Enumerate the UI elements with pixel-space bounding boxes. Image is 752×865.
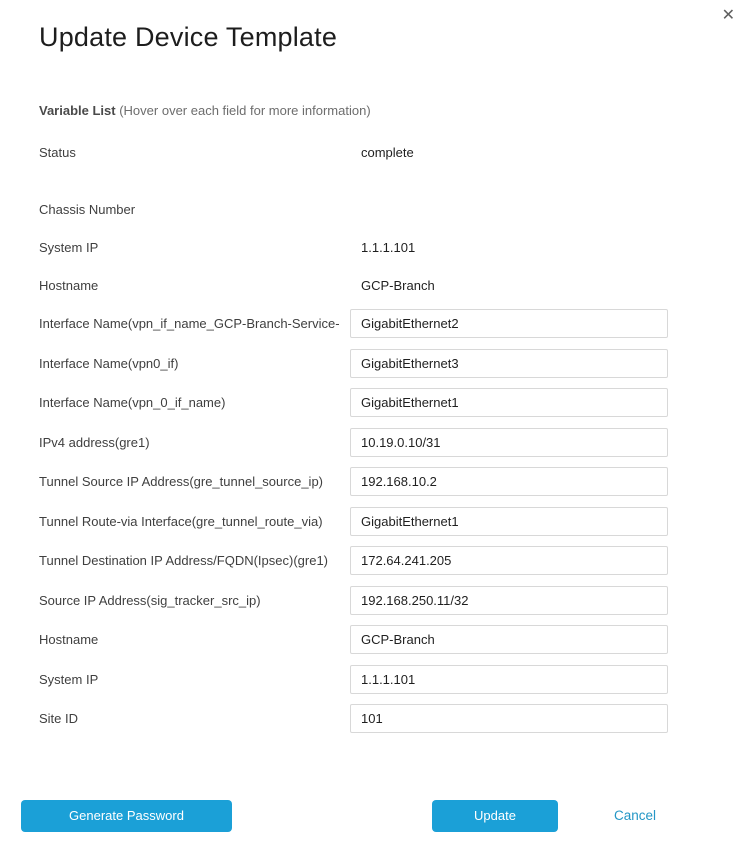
field-label: Hostname	[39, 632, 99, 648]
field-label: Tunnel Route-via Interface(gre_tunnel_route_via)	[39, 513, 323, 529]
input-tunnel-route-via-interface[interactable]	[350, 507, 668, 536]
cancel-link[interactable]: Cancel	[614, 808, 657, 823]
field-row-interface-name-service-vpn	[39, 304, 668, 344]
field-label: Tunnel Source IP Address(gre_tunnel_source_ip)	[39, 474, 324, 490]
input-tunnel-destination-ip[interactable]	[350, 546, 668, 575]
field-label: Status	[39, 144, 76, 160]
static-row-hostname	[39, 266, 668, 304]
input-source-ip-address[interactable]	[350, 586, 668, 615]
field-label: Interface Name(vpn_0_if_name)	[39, 395, 226, 411]
input-tunnel-source-ip[interactable]	[350, 467, 668, 496]
field-label: IPv4 address(gre1)	[39, 434, 150, 450]
field-value: 1.1.1.101	[361, 239, 416, 255]
field-row-interface-name-vpn-0-if-name	[39, 383, 668, 423]
variable-list-heading	[39, 103, 668, 119]
static-row-status	[39, 133, 668, 171]
dialog-footer	[0, 800, 752, 832]
variable-list-hint: (Hover over each field for more information)	[119, 103, 371, 118]
field-row-interface-name-vpn0-if	[39, 344, 668, 384]
variable-list	[39, 133, 668, 739]
input-system-ip[interactable]	[350, 665, 668, 694]
field-label: Interface Name(vpn_if_name_GCP-Branch-Service-	[39, 316, 340, 332]
field-label: Source IP Address(sig_tracker_src_ip)	[39, 592, 261, 608]
row-spacer	[39, 171, 668, 190]
field-row-tunnel-route-via-interface	[39, 502, 668, 542]
field-row-source-ip-address	[39, 581, 668, 621]
dialog-title: Update Device Template	[39, 22, 338, 52]
field-label: System IP	[39, 239, 99, 255]
field-row-ipv4-address-gre1	[39, 423, 668, 463]
field-row-system-ip	[39, 660, 668, 700]
input-site-id[interactable]	[350, 704, 668, 733]
input-interface-name-vpn-0-if-name[interactable]	[350, 388, 668, 417]
field-label: Tunnel Destination IP Address/FQDN(Ipsec)(gre1)	[39, 553, 329, 569]
field-row-tunnel-destination-ip	[39, 541, 668, 581]
field-label: Site ID	[39, 711, 79, 727]
field-label: Hostname	[39, 277, 99, 293]
field-row-tunnel-source-ip	[39, 462, 668, 502]
field-row-site-id	[39, 699, 668, 739]
input-interface-name-service-vpn[interactable]	[350, 309, 668, 338]
input-ipv4-address-gre1[interactable]	[350, 428, 668, 457]
generate-password-button[interactable]: Generate Password	[21, 800, 232, 832]
field-row-hostname	[39, 620, 668, 660]
field-label: Interface Name(vpn0_if)	[39, 355, 179, 371]
static-row-system-ip	[39, 228, 668, 266]
input-interface-name-vpn0-if[interactable]	[350, 349, 668, 378]
update-button[interactable]: Update	[432, 800, 558, 832]
field-label: System IP	[39, 671, 99, 687]
input-hostname[interactable]	[350, 625, 668, 654]
static-row-chassis-number	[39, 190, 668, 228]
field-value: GCP-Branch	[361, 277, 435, 293]
variable-list-title: Variable List	[39, 103, 116, 118]
field-label: Chassis Number	[39, 201, 136, 217]
field-value: complete	[361, 144, 414, 160]
close-icon[interactable]: ✕	[718, 3, 739, 27]
